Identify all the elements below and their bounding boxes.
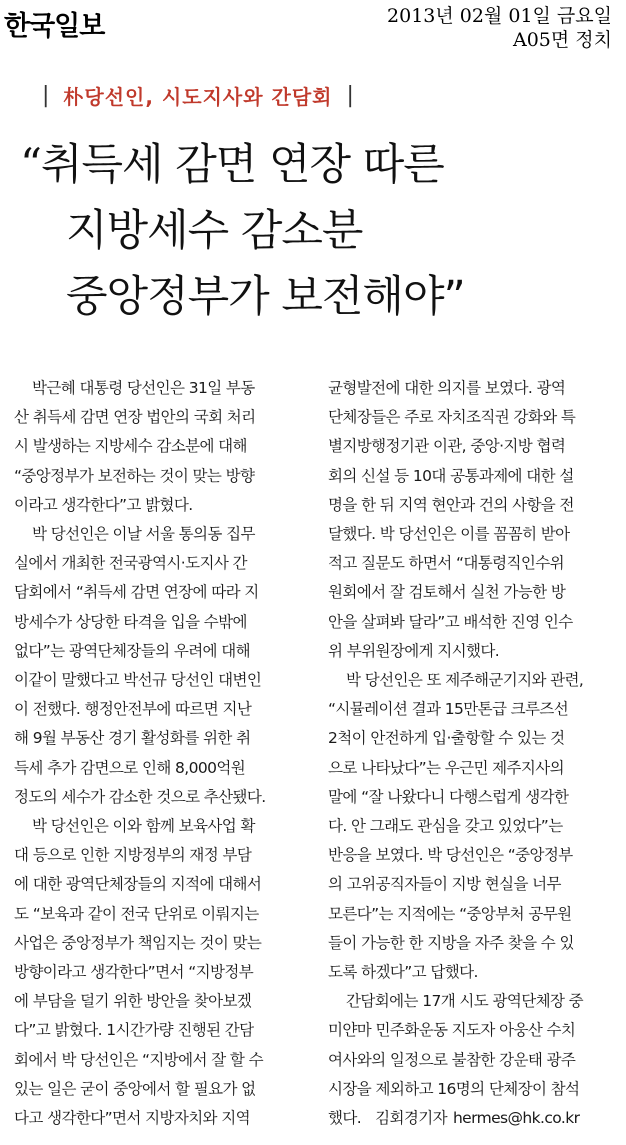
article-line: 산 취득세 감면 연장 법안의 국회 처리 — [14, 408, 256, 427]
reporter-name: 김회경기자 — [375, 1109, 447, 1128]
article-line: 반응을 보였다. 박 당선인은 “중앙정부 — [328, 846, 573, 865]
article-line: 에 부담을 덜기 위한 방안을 찾아보겠 — [14, 992, 252, 1011]
byline — [328, 1104, 614, 1133]
article-line: 안을 살펴봐 달라”고 배석한 진영 인수 — [328, 612, 573, 631]
article-line: 균형발전에 대한 의지를 보였다. 광역 — [328, 379, 566, 397]
headline — [20, 132, 610, 330]
page-section: A05면 정치 — [513, 29, 612, 51]
article-line: 없다”는 광역단체장들의 우려에 대해 — [14, 641, 251, 660]
article-line: 대 등으로 인한 지방정부의 재정 부담 — [14, 846, 252, 865]
article-line: 다. 안 그래도 관심을 갖고 있었다”는 — [328, 817, 563, 836]
article-line: 여사와의 일정으로 불참한 강운태 광주 — [328, 1050, 576, 1069]
kicker-right-bar: | — [346, 82, 354, 108]
article-line: 득세 추가 감면으로 인해 8,000억원 — [14, 758, 246, 777]
article-line: 회의 신설 등 10대 공통과제에 대한 설 — [328, 466, 574, 485]
article-line: “시뮬레이션 결과 15만톤급 크루즈선 — [328, 700, 569, 719]
publish-date: 2013년 02월 01일 금요일 — [387, 5, 612, 27]
article-line: 박 당선인은 이와 함께 보육사업 확 — [32, 817, 255, 836]
article-line: 들이 가능한 한 지방을 자주 찾을 수 있 — [328, 933, 574, 952]
article-line: 미얀마 민주화운동 지도자 아웅산 수치 — [328, 1021, 576, 1040]
article-line: 달했다. 박 당선인은 이를 꼼꼼히 받아 — [328, 525, 570, 544]
headline-line-1-text: 취득세 감면 연장 따른 — [40, 140, 444, 190]
article-line: 박 당선인은 또 제주해군기지와 관련, — [346, 671, 584, 690]
article-line: 방세수가 상당한 타격을 입을 수밖에 — [14, 612, 247, 631]
article-line: 적고 질문도 하면서 “대통령직인수위 — [328, 554, 565, 573]
article-line: 으로 나타났다”는 우근민 제주지사의 — [328, 758, 565, 777]
article-line: 정도의 세수가 감소한 것으로 추산됐다. — [14, 787, 266, 806]
article-line: 다”고 밝혔다. 1시간가량 진행된 간담 — [14, 1021, 254, 1040]
article-column-left — [14, 374, 300, 1133]
reporter-email: hermes@hk.co.kr — [452, 1109, 580, 1128]
kicker-text: 朴당선인, 시도지사와 간담회 — [63, 84, 333, 109]
headline-line-3: 중앙정부가 보전해야” — [66, 272, 465, 322]
article-line: 말에 “잘 나왔다니 다행스럽게 생각한 — [328, 787, 569, 806]
article-line: 간담회에는 17개 시도 광역단체장 중 — [346, 992, 584, 1011]
headline-open-quote: “ — [20, 140, 41, 190]
article-line: 의 고위공직자들이 지방 현실을 너무 — [328, 875, 561, 894]
closing-word: 했다. — [328, 1109, 362, 1128]
article-line: 도 “보육과 같이 전국 단위로 이뤄지는 — [14, 904, 259, 923]
article-line: 사업은 중앙정부가 책임지는 것이 맞는 — [14, 933, 262, 952]
headline-line-2: 지방세수 감소분 — [66, 206, 363, 256]
article-line: 실에서 개최한 전국광역시·도지사 간 — [14, 554, 247, 573]
article-line: 박 당선인은 이날 서울 통의동 집무 — [32, 525, 255, 544]
dateline — [387, 4, 612, 52]
article-line: 시장을 제외하고 16명의 단체장이 참석 — [328, 1079, 580, 1098]
article-line: 방향이라고 생각한다”면서 “지방정부 — [14, 963, 254, 982]
article-line: 담회에서 “취득세 감면 연장에 따라 지 — [14, 583, 259, 602]
article-line: 다고 생각한다”면서 지방자치와 지역 — [14, 1109, 251, 1128]
headline-line-1 — [20, 132, 610, 198]
article-body — [14, 374, 614, 1133]
article-line: 이 전했다. 행정안전부에 따르면 지난 — [14, 700, 252, 719]
kicker-left-bar: | — [42, 82, 50, 108]
article-line: 이같이 말했다고 박선규 당선인 대변인 — [14, 671, 262, 690]
article-line: 도록 하겠다”고 답했다. — [328, 963, 478, 982]
article-column-right — [328, 374, 614, 1133]
article-line: “중앙정부가 보전하는 것이 맞는 방향 — [14, 466, 255, 485]
kicker — [28, 80, 368, 110]
article-line: 시 발생하는 지방세수 감소분에 대해 — [14, 437, 247, 456]
article-line: 단체장들은 주로 자치조직권 강화와 특 — [328, 408, 576, 427]
article-line: 박근혜 대통령 당선인은 31일 부동 — [32, 379, 255, 397]
newspaper-logo: 한국일보 — [4, 11, 105, 42]
article-line: 회에서 박 당선인은 “지방에서 잘 할 수 — [14, 1050, 263, 1069]
article-line: 에 대한 광역단체장들의 지적에 대해서 — [14, 875, 262, 894]
article-line: 위 부위원장에게 지시했다. — [328, 641, 500, 660]
article-line: 2척이 안전하게 입·출항할 수 있는 것 — [328, 729, 565, 748]
article-line: 이라고 생각한다”고 밝혔다. — [14, 495, 193, 514]
article-line: 별지방행정기관 이관, 중앙·지방 협력 — [328, 437, 566, 456]
article-line: 있는 일은 굳이 중앙에서 할 필요가 없 — [14, 1079, 256, 1098]
article-line: 원회에서 잘 검토해서 실천 가능한 방 — [328, 583, 566, 602]
masthead — [0, 0, 626, 70]
article-line: 명을 한 뒤 지역 현안과 건의 사항을 전 — [328, 495, 574, 514]
article-line: 해 9월 부동산 경기 활성화를 위한 취 — [14, 729, 251, 748]
article-line: 모른다”는 지적에는 “중앙부처 공무원 — [328, 904, 572, 923]
